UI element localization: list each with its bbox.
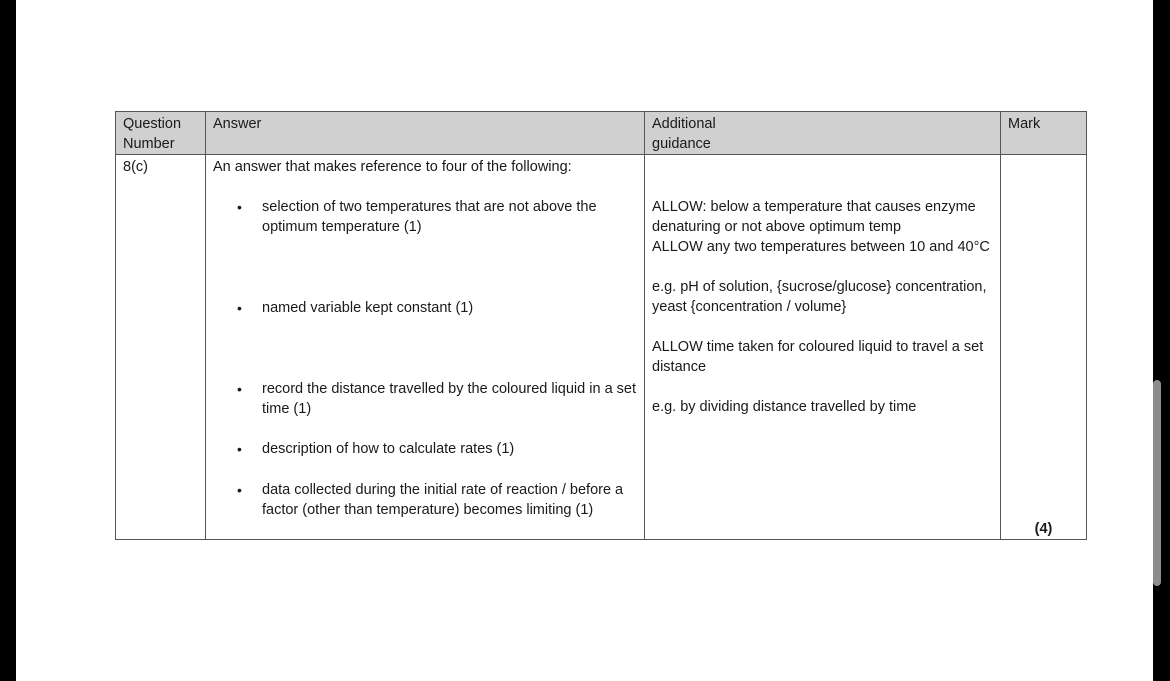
header-mark: Mark bbox=[1001, 112, 1087, 155]
list-item bbox=[213, 197, 637, 237]
mark-cell bbox=[1001, 155, 1087, 540]
list-item bbox=[213, 298, 637, 318]
bullet-icon: • bbox=[237, 300, 242, 316]
header-guidance-line2: guidance bbox=[652, 136, 711, 152]
guidance-text: ALLOW: below a temperature that causes enzyme denaturing or not above optimum temp bbox=[652, 199, 976, 235]
guidance-text: ALLOW time taken for coloured liquid to travel a set distance bbox=[652, 339, 984, 375]
mark-value: (4) bbox=[1034, 521, 1053, 537]
scrollbar-thumb[interactable] bbox=[1153, 380, 1161, 586]
header-question-number bbox=[116, 112, 206, 155]
question-number-cell: 8(c) bbox=[116, 155, 206, 540]
answer-point-text: record the distance travelled by the coloured liquid in a set time (1) bbox=[262, 381, 636, 417]
header-question-line2: Number bbox=[123, 136, 175, 152]
list-item bbox=[213, 480, 637, 520]
list-item bbox=[213, 439, 637, 459]
answer-intro: An answer that makes reference to four of the following: bbox=[213, 159, 572, 175]
mark-scheme-table bbox=[115, 111, 1087, 540]
guidance-cell bbox=[645, 155, 1001, 540]
answer-point-text: selection of two temperatures that are not above the optimum temperature (1) bbox=[262, 199, 597, 235]
header-answer: Answer bbox=[206, 112, 645, 155]
bullet-icon: • bbox=[237, 441, 242, 457]
table-row bbox=[116, 155, 1087, 540]
bullet-icon: • bbox=[237, 482, 242, 498]
guidance-text: ALLOW any two temperatures between 10 and 40°C bbox=[652, 239, 990, 255]
list-item bbox=[213, 379, 637, 419]
header-question-line1: Question bbox=[123, 116, 182, 132]
header-guidance bbox=[645, 112, 1001, 155]
guidance-text: e.g. pH of solution, {sucrose/glucose} concentration, yeast {concentration / volume} bbox=[652, 279, 987, 315]
document-page bbox=[16, 0, 1153, 681]
header-row bbox=[116, 112, 1087, 155]
answer-cell bbox=[206, 155, 645, 540]
header-guidance-line1: Additional bbox=[652, 116, 716, 132]
answer-point-text: named variable kept constant (1) bbox=[262, 300, 474, 316]
answer-point-text: description of how to calculate rates (1) bbox=[262, 441, 515, 457]
answer-point-text: data collected during the initial rate of reaction / before a factor (other than temperature) becomes limiting (1) bbox=[262, 482, 624, 518]
bullet-icon: • bbox=[237, 381, 242, 397]
bullet-icon: • bbox=[237, 199, 242, 215]
answer-points-list bbox=[213, 197, 637, 520]
guidance-text: e.g. by dividing distance travelled by time bbox=[652, 399, 917, 415]
